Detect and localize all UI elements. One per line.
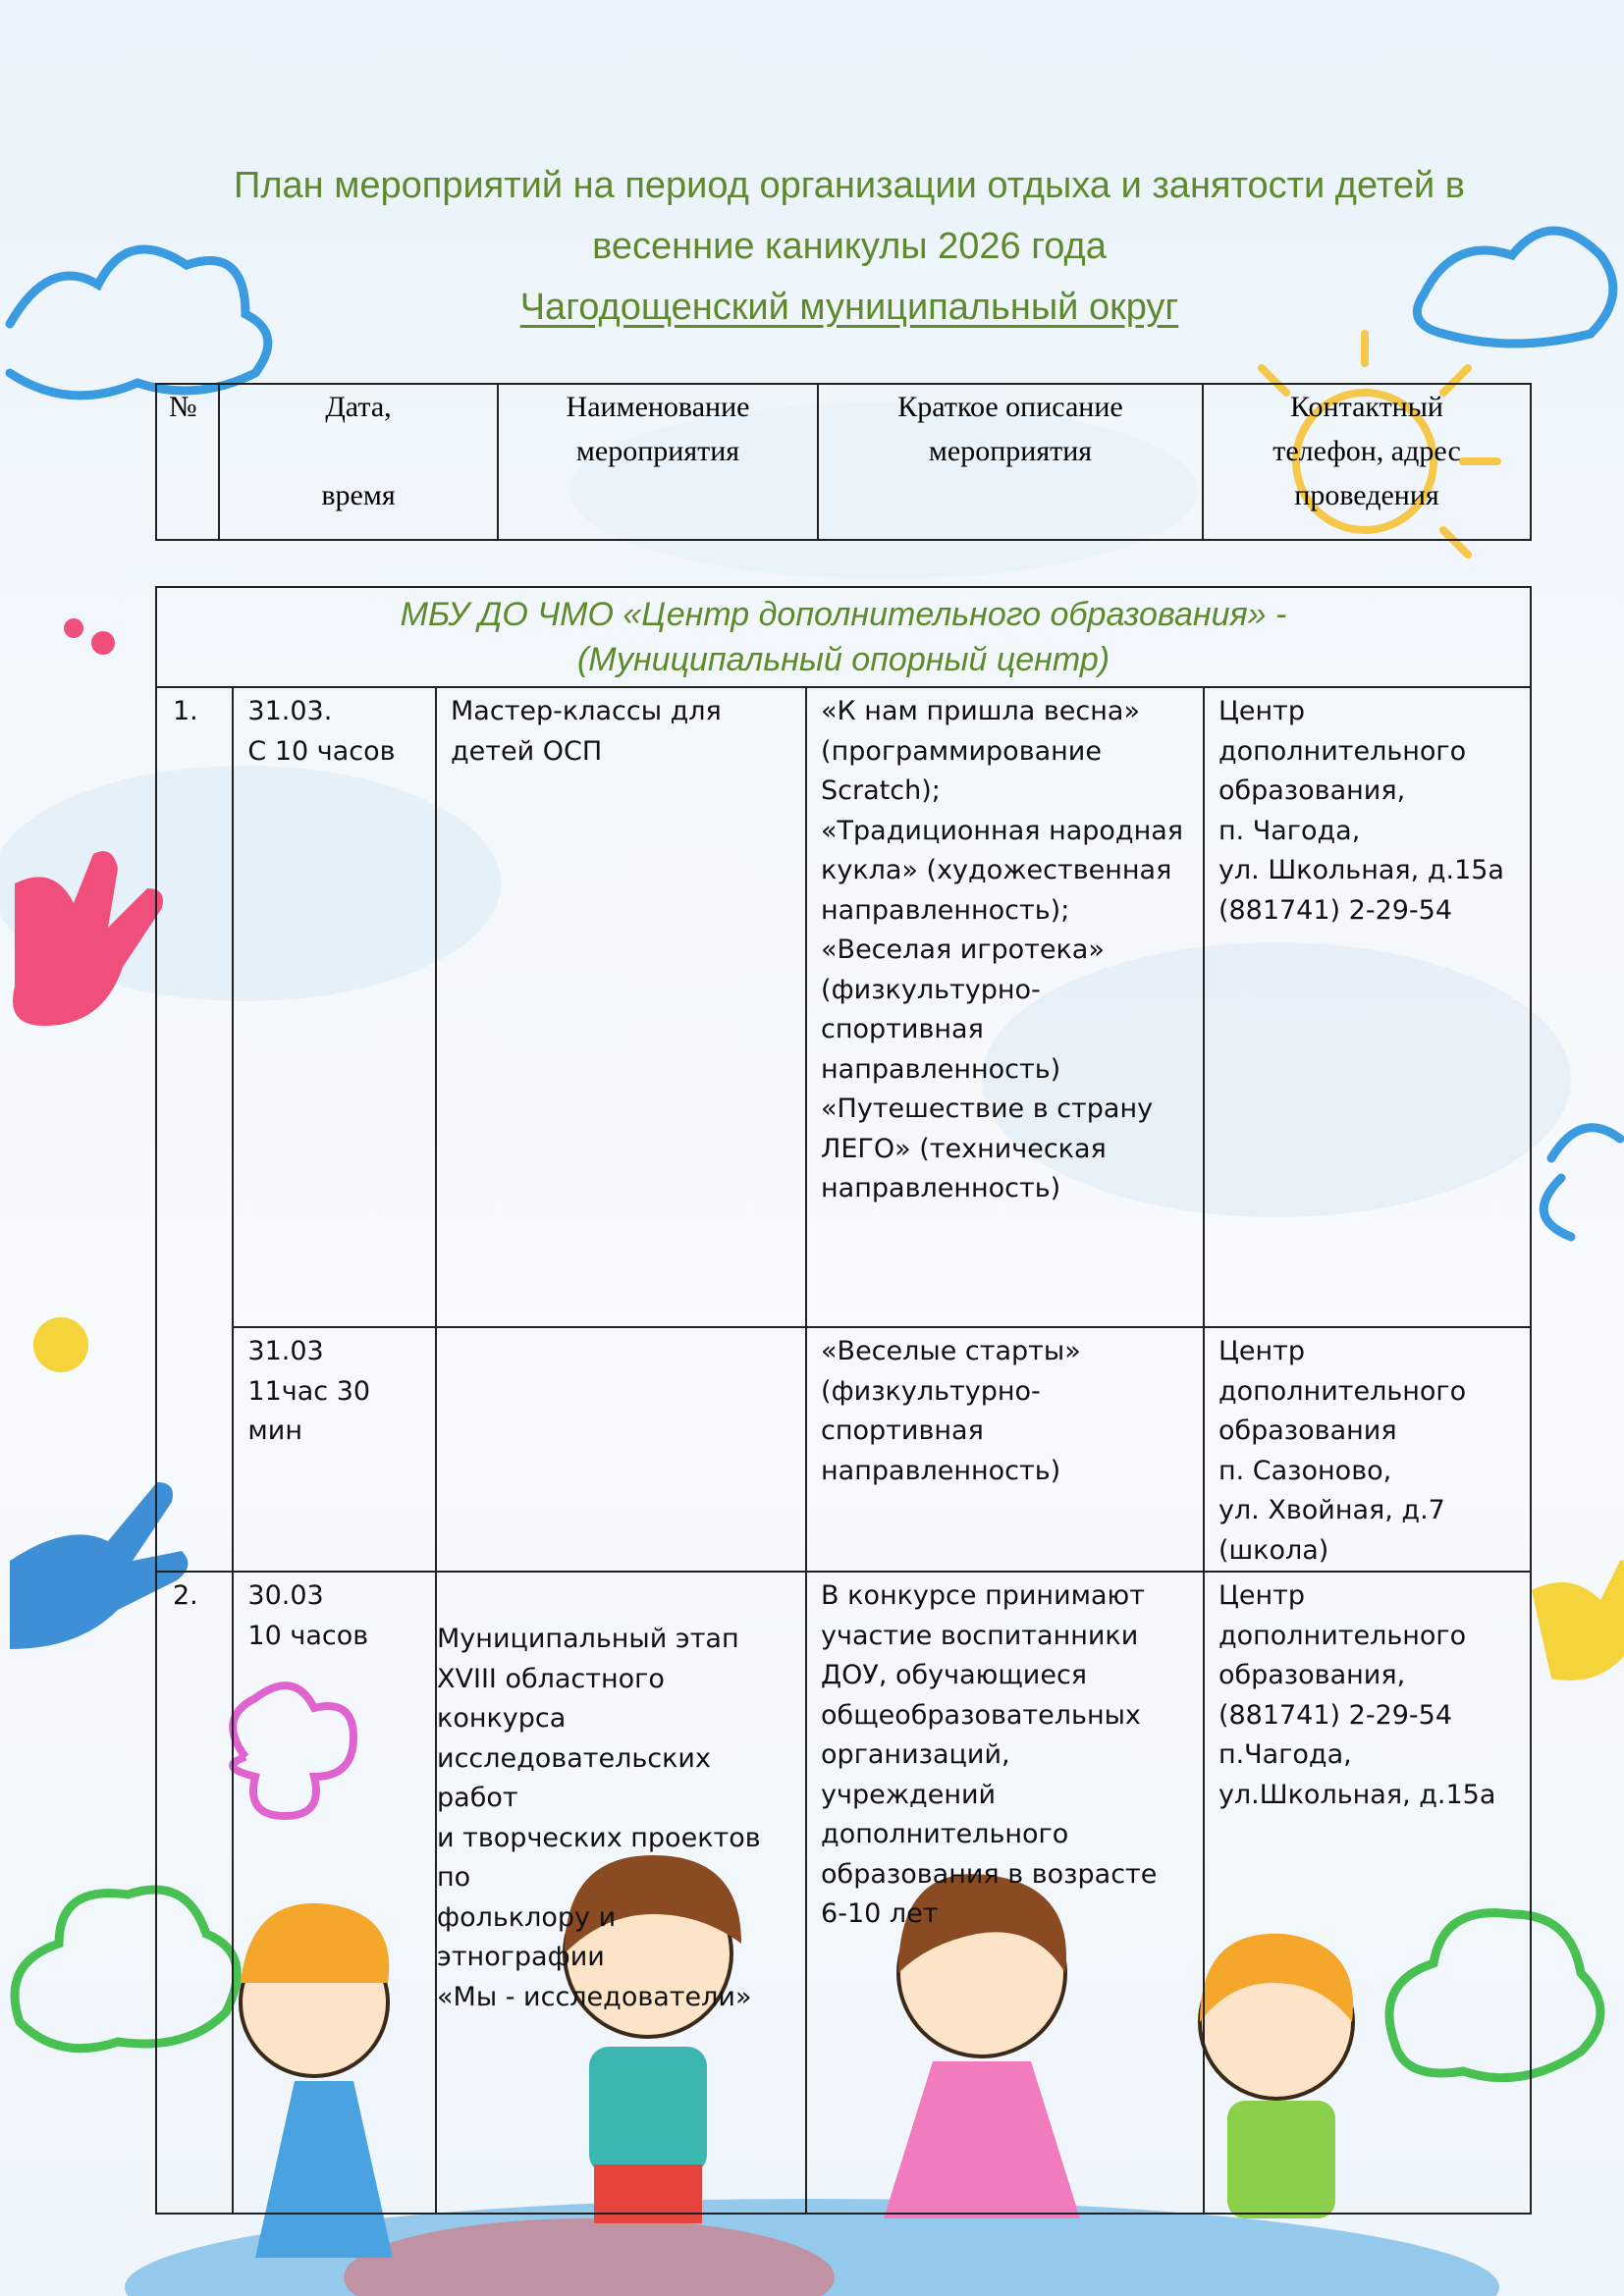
document-subtitle: Чагодощенский муниципальный округ — [519, 287, 1179, 328]
table-row — [156, 1572, 1531, 2214]
org-row — [156, 587, 1531, 687]
row-date: 31.03 11час 30 мин — [233, 1327, 436, 1572]
row-name: Мастер-классы для детей ОСП — [436, 687, 806, 1327]
document-title-line-1: План мероприятий на период организации отдыха и занятости детей в — [234, 165, 1465, 206]
org-title-cell — [156, 587, 1531, 687]
row-number: 1. — [156, 687, 233, 1572]
row-description: «Веселые старты» (физкультурно- спортивная направленность) — [806, 1327, 1204, 1572]
events-table — [155, 586, 1532, 2215]
row-name — [436, 1327, 806, 1572]
header-cell-num: № — [156, 384, 219, 540]
header-cell-name: Наименование мероприятия — [498, 384, 818, 540]
row-name: Муниципальный этап XVIII областного конкурса исследовательских работ и творческих проектов по фольклору и этнографии «Мы - исследователи» — [436, 1572, 806, 2214]
row-contact: Центр дополнительного образования, п. Чагода, ул. Школьная, д.15а (881741) 2-29-54 — [1204, 687, 1531, 1327]
row-description: «К нам пришла весна» (программирование Scratch); «Традиционная народная кукла» (художественная направленность); «Веселая игротека» (физкультурно- спортивная направленность) «Путешествие в страну ЛЕГО» (техническая направленность) — [806, 687, 1204, 1327]
row-description: В конкурсе принимают участие воспитанники ДОУ, обучающиеся общеобразовательных организаций, учреждений дополнительного образования в возрасте 6-10 лет — [806, 1572, 1204, 2214]
header-cell-desc: Краткое описание мероприятия — [818, 384, 1203, 540]
document-title-line-2: весенние каникулы 2026 года — [592, 226, 1107, 267]
row-date: 31.03. С 10 часов — [233, 687, 436, 1327]
row-number: 2. — [156, 1572, 233, 2214]
org-title-line-2: (Муниципальный опорный центр) — [576, 641, 1110, 678]
table-row — [156, 1327, 1531, 1572]
header-cell-contact: Контактный телефон, адрес проведения — [1203, 384, 1531, 540]
row-date: 30.03 10 часов — [233, 1572, 436, 2214]
document-header — [157, 155, 1542, 338]
row-contact: Центр дополнительного образования п. Сазоново, ул. Хвойная, д.7 (школа) — [1204, 1327, 1531, 1572]
table-row — [156, 687, 1531, 1327]
row-contact: Центр дополнительного образования, (881741) 2-29-54 п.Чагода, ул.Школьная, д.15а — [1204, 1572, 1531, 2214]
org-title-line-1: МБУ ДО ЧМО «Центр дополнительного образования» - — [400, 596, 1287, 633]
header-row — [156, 384, 1531, 540]
header-table — [155, 383, 1532, 541]
header-cell-date: Дата, время — [219, 384, 498, 540]
